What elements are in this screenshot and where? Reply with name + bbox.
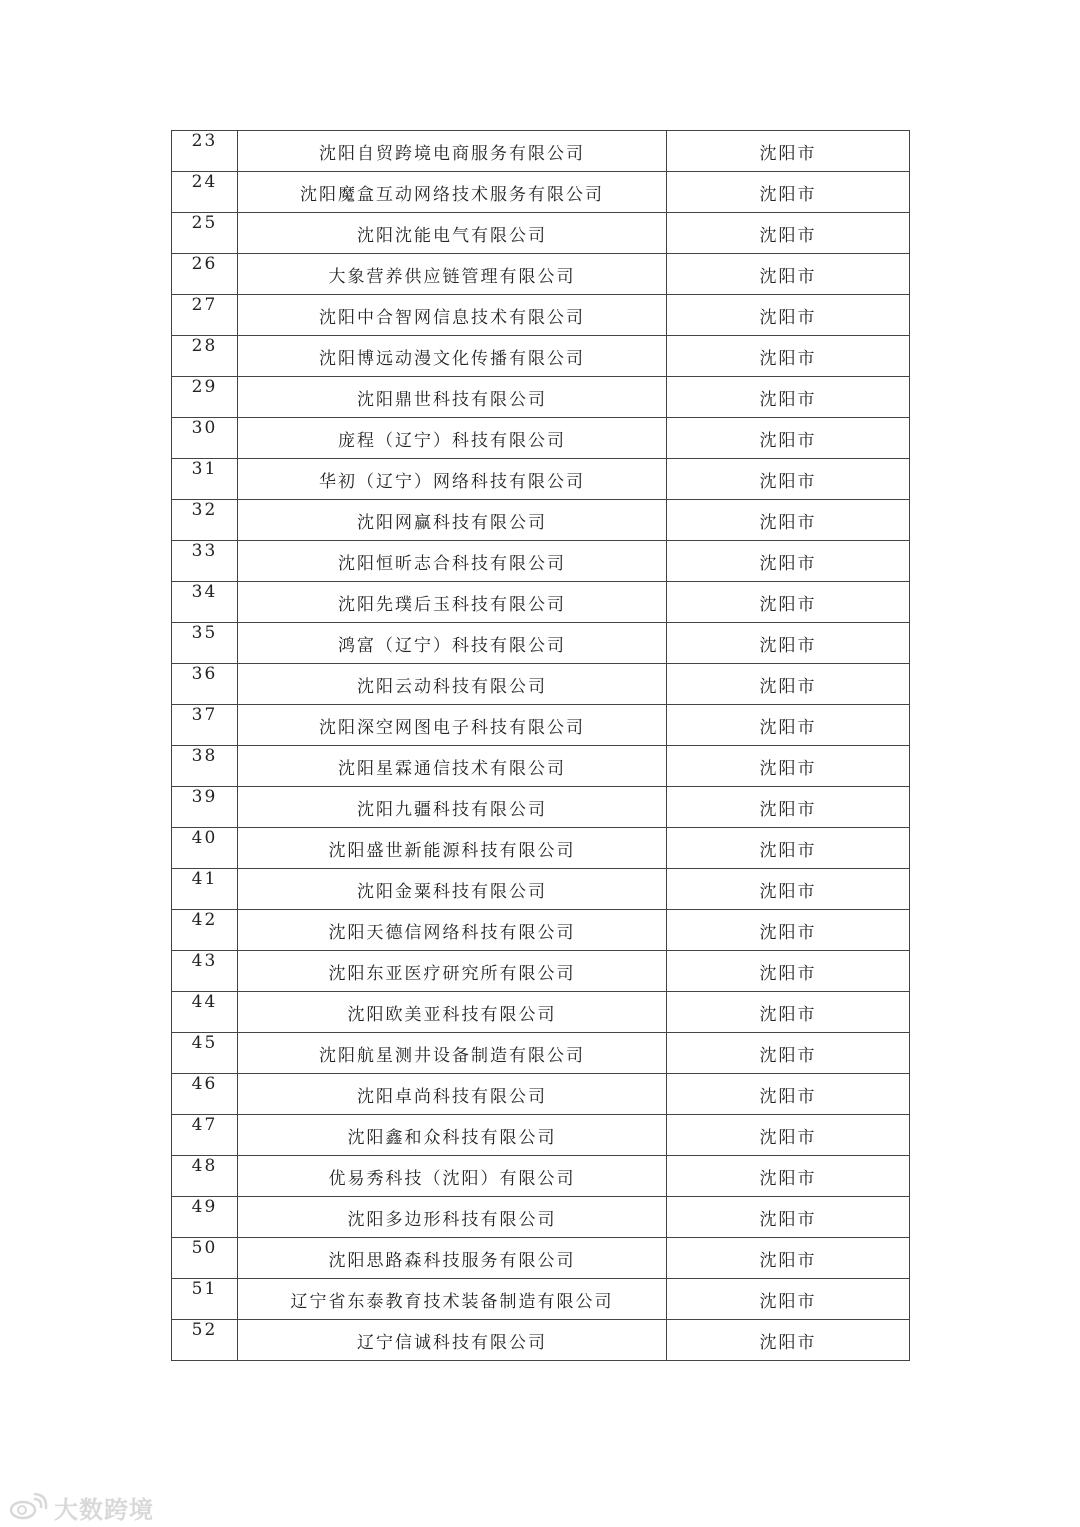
city: 沈阳市	[667, 1074, 910, 1115]
row-number: 49	[172, 1197, 238, 1238]
row-number: 26	[172, 254, 238, 295]
company-name: 沈阳盛世新能源科技有限公司	[238, 828, 667, 869]
city: 沈阳市	[667, 459, 910, 500]
company-name: 沈阳网赢科技有限公司	[238, 500, 667, 541]
city: 沈阳市	[667, 746, 910, 787]
table-row	[172, 295, 910, 336]
city: 沈阳市	[667, 664, 910, 705]
row-number: 35	[172, 623, 238, 664]
table-row	[172, 1156, 910, 1197]
table-row	[172, 1238, 910, 1279]
city: 沈阳市	[667, 869, 910, 910]
row-number: 47	[172, 1115, 238, 1156]
city: 沈阳市	[667, 910, 910, 951]
company-name: 沈阳思路森科技服务有限公司	[238, 1238, 667, 1279]
row-number: 23	[172, 131, 238, 172]
watermark	[8, 1490, 154, 1524]
city: 沈阳市	[667, 1279, 910, 1320]
company-name: 沈阳欧美亚科技有限公司	[238, 992, 667, 1033]
table-row	[172, 131, 910, 172]
company-name: 辽宁信诚科技有限公司	[238, 1320, 667, 1361]
row-number: 25	[172, 213, 238, 254]
table-row	[172, 951, 910, 992]
company-name: 沈阳鼎世科技有限公司	[238, 377, 667, 418]
table-row	[172, 623, 910, 664]
row-number: 28	[172, 336, 238, 377]
city: 沈阳市	[667, 295, 910, 336]
city: 沈阳市	[667, 131, 910, 172]
company-name: 沈阳天德信网络科技有限公司	[238, 910, 667, 951]
row-number: 30	[172, 418, 238, 459]
weibo-logo-icon	[8, 1493, 48, 1521]
city: 沈阳市	[667, 213, 910, 254]
row-number: 43	[172, 951, 238, 992]
city: 沈阳市	[667, 336, 910, 377]
row-number: 27	[172, 295, 238, 336]
table-row	[172, 500, 910, 541]
table-row	[172, 828, 910, 869]
city: 沈阳市	[667, 377, 910, 418]
row-number: 31	[172, 459, 238, 500]
table-row	[172, 992, 910, 1033]
row-number: 38	[172, 746, 238, 787]
table-row	[172, 172, 910, 213]
company-name: 沈阳金粟科技有限公司	[238, 869, 667, 910]
city: 沈阳市	[667, 992, 910, 1033]
city: 沈阳市	[667, 172, 910, 213]
table-row	[172, 459, 910, 500]
company-name: 沈阳恒昕志合科技有限公司	[238, 541, 667, 582]
city: 沈阳市	[667, 582, 910, 623]
city: 沈阳市	[667, 500, 910, 541]
row-number: 45	[172, 1033, 238, 1074]
city: 沈阳市	[667, 1197, 910, 1238]
table-row	[172, 746, 910, 787]
row-number: 33	[172, 541, 238, 582]
row-number: 48	[172, 1156, 238, 1197]
city: 沈阳市	[667, 254, 910, 295]
city: 沈阳市	[667, 1238, 910, 1279]
city: 沈阳市	[667, 1033, 910, 1074]
table-row	[172, 1033, 910, 1074]
company-name: 沈阳深空网图电子科技有限公司	[238, 705, 667, 746]
city: 沈阳市	[667, 1320, 910, 1361]
city: 沈阳市	[667, 541, 910, 582]
company-name: 沈阳鑫和众科技有限公司	[238, 1115, 667, 1156]
table-row	[172, 869, 910, 910]
city: 沈阳市	[667, 828, 910, 869]
row-number: 44	[172, 992, 238, 1033]
row-number: 40	[172, 828, 238, 869]
row-number: 32	[172, 500, 238, 541]
row-number: 41	[172, 869, 238, 910]
row-number: 50	[172, 1238, 238, 1279]
table-row	[172, 1115, 910, 1156]
company-name: 沈阳魔盒互动网络技术服务有限公司	[238, 172, 667, 213]
row-number: 36	[172, 664, 238, 705]
city: 沈阳市	[667, 623, 910, 664]
company-name: 沈阳卓尚科技有限公司	[238, 1074, 667, 1115]
table-row	[172, 705, 910, 746]
company-name: 沈阳云动科技有限公司	[238, 664, 667, 705]
company-name: 沈阳九疆科技有限公司	[238, 787, 667, 828]
company-name: 大象营养供应链管理有限公司	[238, 254, 667, 295]
city: 沈阳市	[667, 951, 910, 992]
company-name: 华初（辽宁）网络科技有限公司	[238, 459, 667, 500]
table-row	[172, 254, 910, 295]
company-name: 优易秀科技（沈阳）有限公司	[238, 1156, 667, 1197]
table-row	[172, 787, 910, 828]
company-name: 沈阳航星测井设备制造有限公司	[238, 1033, 667, 1074]
company-name: 沈阳沈能电气有限公司	[238, 213, 667, 254]
company-name: 辽宁省东泰教育技术装备制造有限公司	[238, 1279, 667, 1320]
table-row	[172, 541, 910, 582]
company-name: 鸿富（辽宁）科技有限公司	[238, 623, 667, 664]
company-name: 沈阳星霖通信技术有限公司	[238, 746, 667, 787]
row-number: 34	[172, 582, 238, 623]
table-row	[172, 1320, 910, 1361]
table-row	[172, 336, 910, 377]
city: 沈阳市	[667, 705, 910, 746]
table-row	[172, 1074, 910, 1115]
table-row	[172, 664, 910, 705]
row-number: 42	[172, 910, 238, 951]
row-number: 39	[172, 787, 238, 828]
company-name: 沈阳博远动漫文化传播有限公司	[238, 336, 667, 377]
company-name: 沈阳中合智网信息技术有限公司	[238, 295, 667, 336]
row-number: 24	[172, 172, 238, 213]
company-table-body	[172, 131, 910, 1361]
table-row	[172, 377, 910, 418]
company-name: 沈阳多边形科技有限公司	[238, 1197, 667, 1238]
city: 沈阳市	[667, 787, 910, 828]
company-name: 沈阳自贸跨境电商服务有限公司	[238, 131, 667, 172]
city: 沈阳市	[667, 418, 910, 459]
row-number: 46	[172, 1074, 238, 1115]
table-row	[172, 1197, 910, 1238]
table-row	[172, 213, 910, 254]
row-number: 29	[172, 377, 238, 418]
row-number: 52	[172, 1320, 238, 1361]
table-row	[172, 910, 910, 951]
city: 沈阳市	[667, 1156, 910, 1197]
company-name: 庞程（辽宁）科技有限公司	[238, 418, 667, 459]
company-name: 沈阳先璞后玉科技有限公司	[238, 582, 667, 623]
row-number: 37	[172, 705, 238, 746]
row-number: 51	[172, 1279, 238, 1320]
table-row	[172, 1279, 910, 1320]
watermark-text: 大数跨境	[54, 1495, 154, 1524]
table-row	[172, 418, 910, 459]
city: 沈阳市	[667, 1115, 910, 1156]
company-name: 沈阳东亚医疗研究所有限公司	[238, 951, 667, 992]
company-table	[171, 130, 910, 1361]
table-row	[172, 582, 910, 623]
